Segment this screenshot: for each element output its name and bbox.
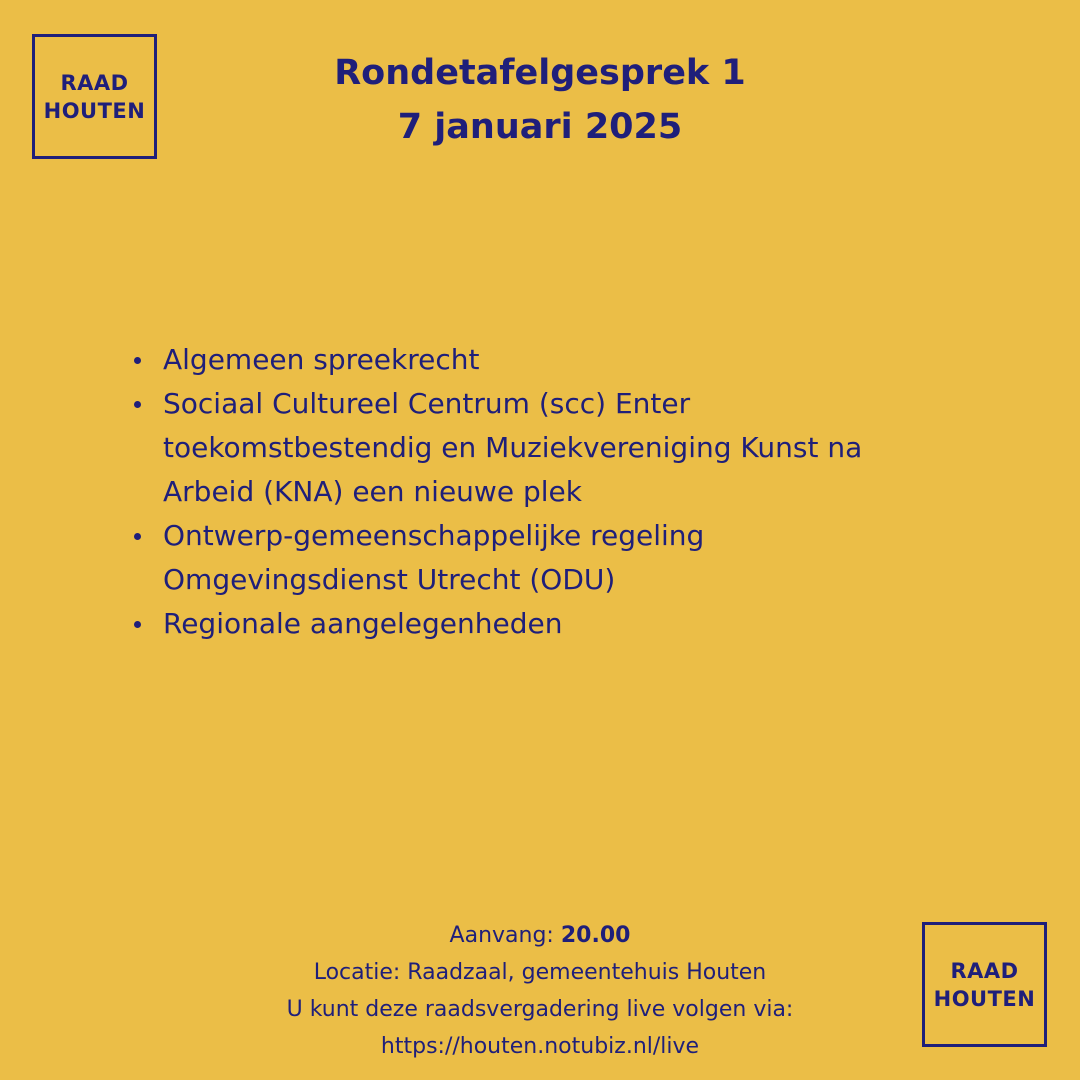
agenda-item-line: Sociaal Cultureel Centrum (scc) Enter	[163, 387, 691, 420]
agenda-item-line: Ontwerp-gemeenschappelijke regeling	[163, 519, 705, 552]
meeting-info	[140, 917, 940, 1065]
agenda-item-line: Omgevingsdienst Utrecht (ODU)	[163, 563, 616, 596]
agenda-item-line: Algemeen spreekrecht	[163, 343, 480, 376]
bullet-icon	[134, 533, 141, 540]
agenda-item	[134, 602, 954, 646]
livestream-url: https://houten.notubiz.nl/live	[380, 1034, 700, 1059]
meeting-title: Rondetafelgesprek 1	[334, 53, 746, 93]
agenda-item-line: toekomstbestendig en Muziekvereniging Kunst na	[163, 431, 863, 464]
bullet-icon	[134, 401, 141, 408]
agenda-list	[134, 338, 954, 646]
start-label: Aanvang:	[449, 923, 561, 948]
logo-line-2: HOUTEN	[933, 986, 1036, 1011]
agenda-item	[134, 382, 954, 514]
start-time-row	[140, 917, 940, 954]
agenda-item	[134, 338, 954, 382]
agenda-item-line: Arbeid (KNA) een nieuwe plek	[163, 475, 582, 508]
raad-houten-logo	[32, 34, 157, 159]
start-time: 20.00	[560, 923, 631, 948]
bullet-icon	[134, 357, 141, 364]
bullet-icon	[134, 621, 141, 628]
agenda-item-line: Regionale aangelegenheden	[163, 607, 563, 640]
logo-line-1: RAAD	[60, 70, 129, 95]
logo-line-1: RAAD	[950, 958, 1019, 983]
follow-text: U kunt deze raadsvergadering live volgen via:	[286, 997, 794, 1022]
agenda-item	[134, 514, 954, 602]
logo-line-2: HOUTEN	[43, 98, 146, 123]
meeting-date: 7 januari 2025	[397, 107, 683, 147]
page-title	[200, 46, 880, 154]
raad-houten-logo	[922, 922, 1047, 1047]
location-text: Locatie: Raadzaal, gemeentehuis Houten	[313, 960, 767, 985]
